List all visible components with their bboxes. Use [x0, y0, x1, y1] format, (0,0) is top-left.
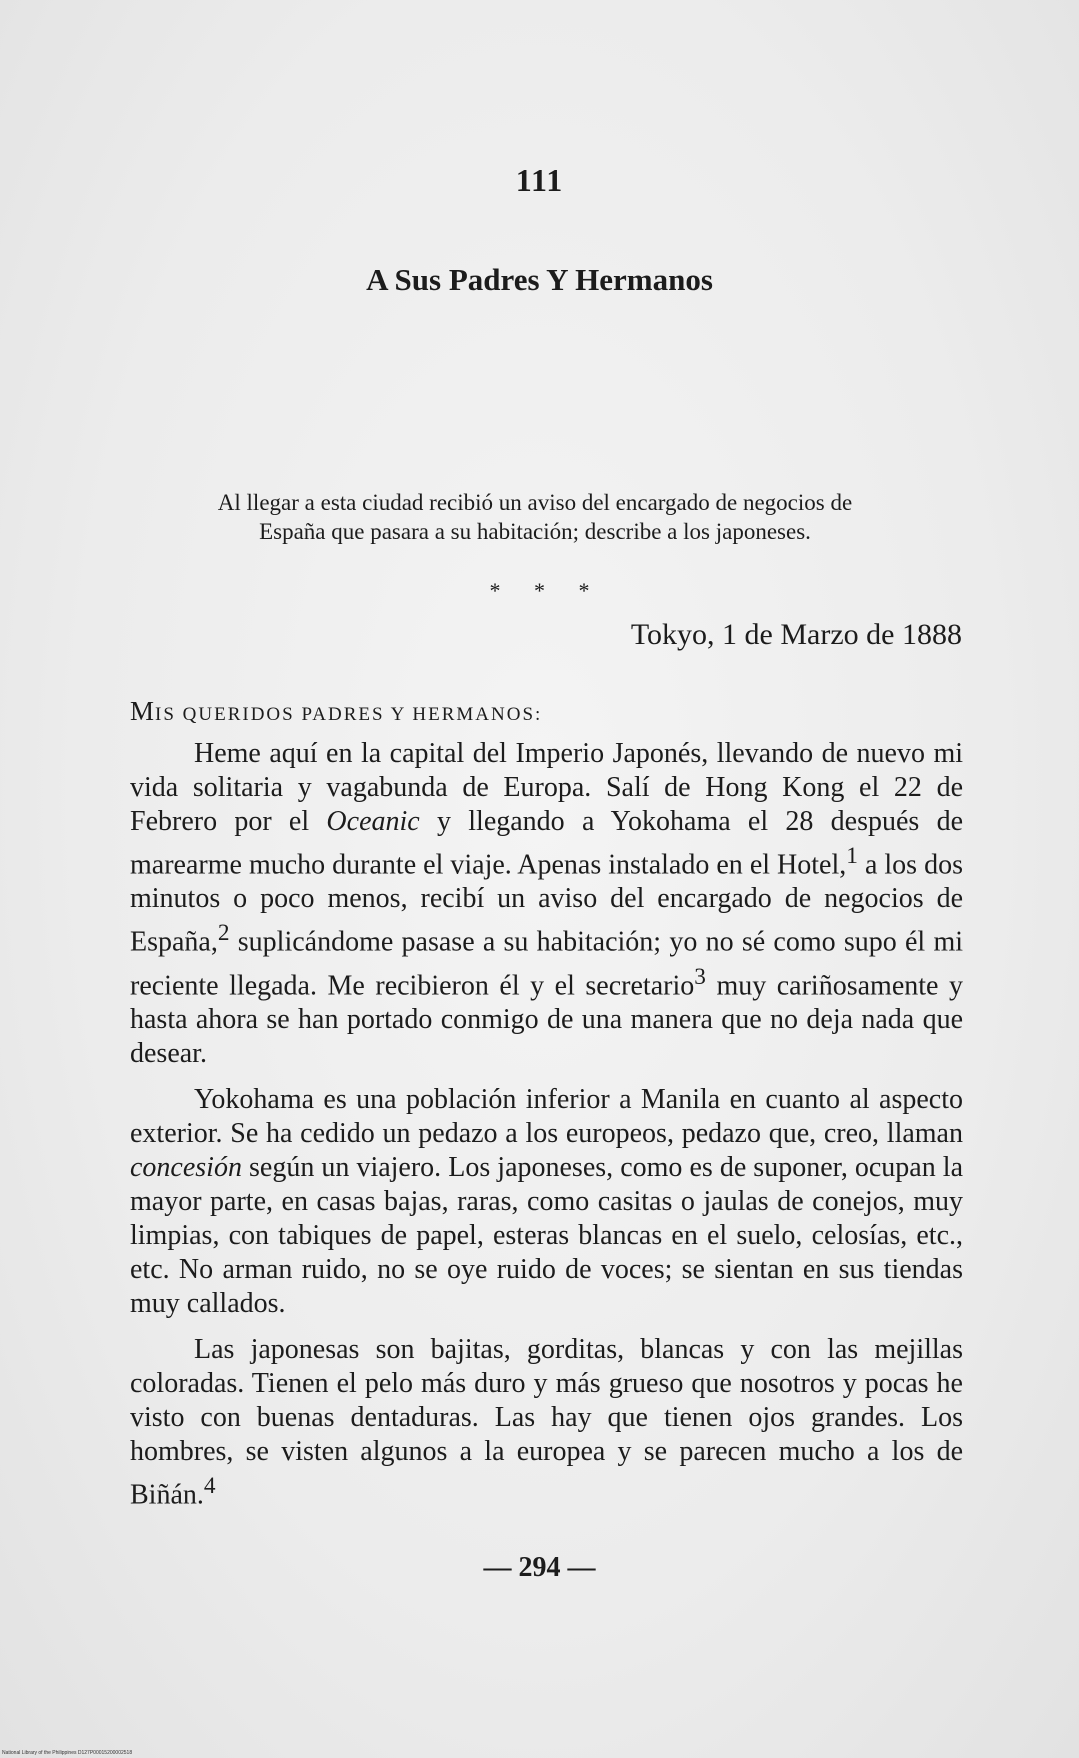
- letter-number: 111: [515, 162, 564, 198]
- footnote-ref-4: 4: [203, 1472, 216, 1499]
- footnote-ref-3: 3: [694, 963, 706, 990]
- ship-name: Oceanic: [326, 806, 420, 837]
- letter-body: [130, 737, 963, 1524]
- paragraph-2: Yokohama es una población inferior a Manila en cuanto al aspecto exterior. Se ha cedido un pedazo a los europeos, pedazo que, creo, llaman concesión según un viajero. Los japoneses, como es de suponer, ocupan la mayor parte, en casas bajas, raras, como casitas o jaulas de conejos, muy limpias, con tabiques de papel, esteras blancas en el suelo, celosías, etc., etc. No arman ruido, no se oye ruido de voces; se sientan en sus tiendas muy callados.: [130, 1083, 963, 1319]
- italic-term: concesión: [130, 1151, 242, 1183]
- section-separator: * * *: [489, 578, 590, 603]
- footnote-ref-2: 2: [217, 920, 230, 947]
- paragraph-1: Heme aquí en la capital del Imperio Japonés, llevando de nuevo mi vida solitaria y vagabunda de Europa. Salí de Hong Kong el 22 de Febrero por el Oceanic y llegando a Yokohama el 28 después de marearme mucho durante el viaje. Apenas instalado en el Hotel,$^1$ a los dos minutos o poco menos, recibí un aviso del encargado de negocios de España,$^2$ suplicándome pasase a su habitación; yo no sé como supo él mi reciente llegada. Me recibieron él y el secretario$^3$ muy cariñosamente y hasta ahora se han portado conmigo de una manera que no deja nada que desear.: [130, 738, 964, 1069]
- footnote-ref-1: 1: [846, 843, 858, 869]
- page-number: — 294 —: [483, 1552, 596, 1583]
- paragraph-3: Las japonesas son bajitas, gorditas, blancas y con las mejillas coloradas. Tienen el pelo más duro y más grueso que nosotros y pocas he visto con buenas dentaduras. Las hay que tienen ojos grandes. Los hombres, se visten algunos a la europea y se parecen mucho a los de Biñán.$^4$: [130, 1333, 963, 1511]
- library-mark: National Library of the Philippines D127P00015200002518: [2, 1750, 133, 1756]
- salutation-smallcaps: IS QUERIDOS PADRES Y HERMANOS:: [155, 704, 543, 725]
- letter-title: A Sus Padres Y Hermanos: [366, 262, 713, 297]
- salutation: [130, 696, 542, 727]
- letter-summary: Al llegar a esta ciudad recibió un aviso del encargado de negocios de España que pasara a su habitación; describe a los japoneses.: [217, 490, 853, 544]
- dateline: Tokyo, 1 de Marzo de 1888: [630, 618, 962, 651]
- salutation-initial: M: [130, 696, 156, 726]
